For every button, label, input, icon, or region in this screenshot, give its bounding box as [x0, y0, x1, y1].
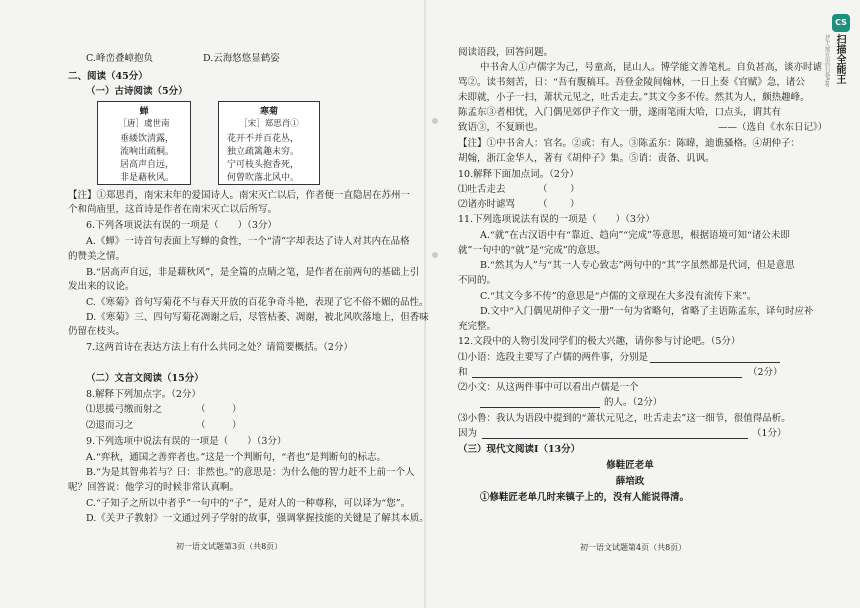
option-d: D.云海悠悠显鹤姿: [203, 53, 280, 64]
answer-paren-close: ）: [570, 199, 580, 210]
subsection-heading: （二）文言文阅读（15分）: [86, 373, 204, 384]
answer-paren-close: ）: [232, 420, 242, 431]
page-footer: 初一语文试题第4页（共8页）: [580, 543, 687, 552]
option-text: C.“子知子之所以中者乎”一句中的“子”，是对人的一种尊称，可以译为“您”。: [86, 498, 411, 509]
cs-badge-icon: CS: [832, 14, 850, 32]
poem-author: ［宋］郑思肖①: [239, 119, 299, 129]
passage-line: 中书舍人①卢儒字为己，号童高，昆山人。博学能文善笔札。自负甚高，谈亦时谑: [480, 62, 823, 73]
question-item: ⑵诸亦时谑骂: [458, 199, 516, 210]
answer-blank[interactable]: [650, 352, 780, 363]
poem-title: 寒菊: [259, 107, 278, 117]
page-footer: 初一语文试题第3页（共8页）: [176, 542, 283, 551]
section-heading: 二、阅读（45分）: [68, 71, 148, 82]
poem-line: 宁可枝头抱香死，: [227, 160, 300, 170]
poem-note: 个和尚庙里，这首诗是作者在南宋灭亡以后所写。: [68, 204, 278, 215]
answer-paren-close: ）: [570, 184, 580, 195]
answer-paren-close: ）: [232, 404, 242, 415]
poem-box-cicada: [97, 101, 191, 185]
option-text: D.《寒菊》三、四句写菊花凋谢之后，尽管枯萎、凋谢，被北风吹落地上，但香味: [86, 312, 429, 323]
question-item: ⑴小语：选段主要写了卢儒的两件事，分别是: [458, 352, 649, 363]
conjunction-text: 和: [458, 367, 468, 378]
option-text: 仍留在枝头。: [68, 326, 126, 337]
option-text: D.文中“入门偶见胡仲子文一册”一句为省略句，省略了主语陈孟东，译句时应补: [480, 306, 814, 317]
question-10: 10.解释下面加点词。（2分）: [458, 169, 579, 180]
question-item: ⑴吐舌走去: [458, 184, 506, 195]
subsection-heading: （一）古诗阅读（5分）: [86, 86, 188, 97]
option-text: 的赞美之情。: [68, 251, 126, 262]
poem-line: 流响出疏桐。: [120, 147, 175, 157]
poem-line: 非是藉秋风。: [120, 173, 175, 183]
option-text: B.“为是其智弗若与？曰：非然也。”的意思是：为什么他的智力赶不上前一个人: [86, 467, 415, 478]
poem-line: 独立疏篱趣未穷。: [227, 147, 300, 157]
answer-paren-open: （: [196, 404, 206, 415]
question-11: 11.下列选项说法有误的一项是（ ）（3分）: [458, 214, 655, 225]
option-text: C.《寒菊》首句写菊花不与春天开放的百花争奇斗艳，表现了它不俗不媚的品性。: [86, 297, 429, 308]
scanner-tagline: 3亿人都在用的扫描App: [824, 34, 830, 87]
answer-paren-open: （: [538, 199, 548, 210]
option-text: A.“就”在古汉语中有“靠近、趋向”“完成”等意思，根据语境可知“诸公未即: [480, 230, 790, 241]
answer-blank[interactable]: [482, 428, 748, 439]
option-text: 不同的。: [458, 275, 497, 286]
passage-source: ——（选自《水东日记》）: [718, 122, 828, 133]
page-3: [0, 0, 429, 608]
poem-author: ［唐］虞世南: [118, 119, 170, 129]
option-c: C.峰峦叠嶂抱负: [86, 53, 153, 64]
poem-box-chrysanthemum: [218, 101, 320, 185]
scanner-brand-name: 扫描全能王: [834, 34, 845, 84]
question-item: ⑴思援弓缴而射之: [86, 404, 163, 415]
essay-author: 薛培政: [615, 476, 645, 487]
answer-blank[interactable]: [472, 367, 742, 378]
question-7: 7.这两首诗在表达方法上有什么共同之处？请简要概括。（2分）: [86, 342, 353, 353]
passage-line: 致语③，不复顾也。: [458, 122, 544, 133]
option-text: B.“居高声自远，非是藉秋风”，是全篇的点睛之笔，是作者在前两句的基础上引: [86, 267, 420, 278]
question-6: 6.下列各项说法有误的一项是（ ）（3分）: [86, 220, 277, 231]
option-text: A.《蝉》一诗首句表面上写蝉的食性，一个“清”字却表达了诗人对其内在品格: [86, 236, 410, 247]
question-8: 8.解释下列加点字。（2分）: [86, 389, 201, 400]
poem-line: 花开不并百花丛，: [227, 134, 300, 144]
answer-blank[interactable]: [480, 397, 600, 408]
page-4: [430, 0, 830, 608]
question-12: 12.文段中的人物引发同学们的极大兴趣，请你参与讨论吧。（5分）: [458, 336, 741, 347]
question-item: ⑵退而习之: [86, 420, 134, 431]
question-item: ⑵小文：从这两件事中可以看出卢儒是一个: [458, 382, 639, 393]
points-text: （1分）: [752, 428, 787, 439]
answer-paren-open: （: [196, 420, 206, 431]
question-item-end: 的人。（2分）: [604, 397, 663, 408]
option-text: B.“然其为人”与“其一人专心致志”两句中的“其”字虽然都是代词，但是意思: [480, 260, 795, 271]
section-intro: 阅读语段，回答问题。: [458, 47, 554, 58]
option-text: C.“其文今多不传”的意思是“卢儒的文章现在大多没有流传下来”。: [480, 291, 757, 302]
poem-line: 居高声自远，: [120, 160, 175, 170]
passage-note: 【注】①中书舍人：官名。②或：有人。③陈孟东：陈暐，迪谯骚格。④胡仲子：: [458, 138, 801, 149]
poem-note: 【注】①郑思肖，南宋末年的爱国诗人。南宋灭亡以后，作者便一直隐居在苏州一: [68, 190, 411, 201]
poem-line: 垂緌饮清露，: [120, 134, 175, 144]
option-text: 呢？回答说：他学习的时候非常认真啊。: [68, 482, 240, 493]
option-text: 就”一句中的“就”是“完成”的意思。: [458, 245, 606, 256]
passage-line: 陈孟东③者相忧，入门偶见郊伊子作文一册，遂雨笔雨大哈，口点头，谓其有: [458, 107, 782, 118]
answer-paren-open: （: [538, 184, 548, 195]
points-text: （2分）: [748, 367, 783, 378]
question-item: 因为: [458, 428, 478, 439]
option-text: D.《关尹子教射》一文通过列子学射的故事，强调掌握技能的关键是了解其本质。: [86, 513, 429, 524]
passage-note: 胡翰，浙江金华人，著有《胡仲子》集。⑤诮：责备、讥讽。: [458, 153, 715, 164]
question-9: 9.下列选项中说法有误的一项是（ ）（3分）: [86, 436, 287, 447]
option-text: A.“弈秋，通国之善弈者也。”这是一个判断句，“者也”是判断句的标志。: [86, 452, 387, 463]
poem-title: 蝉: [139, 107, 149, 117]
passage-line: 未即就，小子一扫，萧状元见之，吐舌走去。”其文今多不传。然其为人，颇热趣峰。: [458, 92, 810, 103]
question-item: ⑶小鲁：我认为语段中提到的“萧状元见之，吐舌走去”这一细节，很值得品析。: [458, 413, 791, 424]
option-text: 发出来的议论。: [68, 281, 135, 292]
essay-paragraph: ①修鞋匠老单几时来镇子上的，没有人能说得清。: [480, 492, 690, 503]
option-text: 充完整。: [458, 321, 497, 332]
poem-line: 何曾吹落北风中。: [227, 173, 300, 183]
scanner-logo: [824, 14, 854, 114]
passage-line: 骂②。读书刻苦，日：“吾有腹稿耳。吾登金陵间翰林，一日上奏《官赋》急，诸公: [458, 77, 805, 88]
subsection-heading: （三）现代文阅读Ⅰ（13分）: [458, 444, 581, 455]
essay-title: 修鞋匠老单: [606, 460, 654, 471]
